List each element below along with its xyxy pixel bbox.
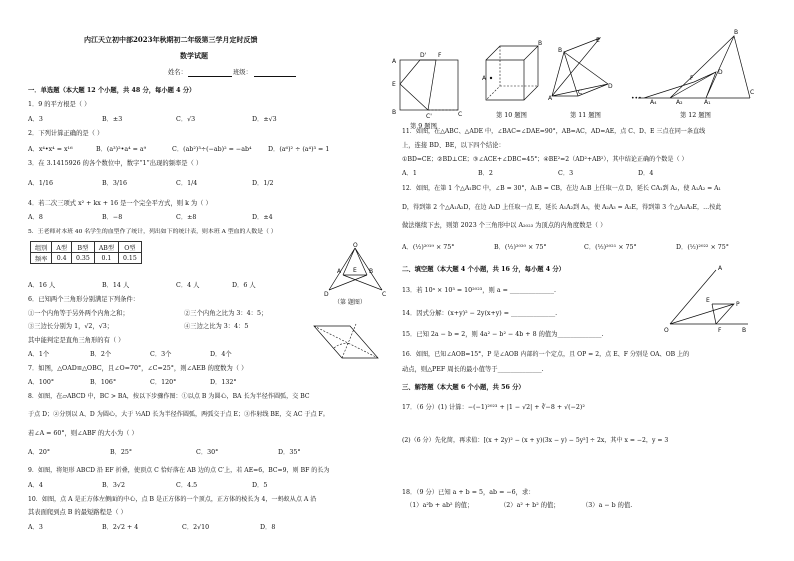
svg-text:C: C xyxy=(750,89,755,96)
q10-option-c[interactable]: C．2√10 xyxy=(182,524,210,531)
q9-stem: 9．如图，将矩形 ABCD 沿 EF 折叠，使顶点 C 恰好落在 AB 边的点 C′上，若 AE=6，BC=9，则 BF 的长为 xyxy=(28,467,330,474)
q11-option-a[interactable]: A．1 xyxy=(402,170,417,177)
q6-option-c[interactable]: C．3个 xyxy=(150,351,172,358)
q4-option-a[interactable]: A．8 xyxy=(28,214,43,221)
table-cell: O型 xyxy=(119,242,142,253)
svg-text:C': C' xyxy=(426,113,432,120)
q9-option-b[interactable]: B．3√2 xyxy=(102,482,125,489)
table-cell: 0.35 xyxy=(72,253,95,264)
q3-stem: 3．在 3.1415926 的各个数位中，数字“1”出现的频率是（ ） xyxy=(28,160,203,167)
q5-option-c[interactable]: C．4 人 xyxy=(176,282,200,289)
svg-text:B: B xyxy=(538,40,543,47)
svg-text:D: D xyxy=(324,291,329,298)
q12-line-3: 做法继续下去，则第 2023 个三角形中以 A₂₀₂₃ 为顶点的内角度数是（ ） xyxy=(402,222,607,229)
table-cell: 0.15 xyxy=(119,253,142,264)
name-label: 姓名： xyxy=(168,69,187,76)
q11-option-b[interactable]: B．2 xyxy=(478,170,493,177)
q9-figure xyxy=(390,50,468,122)
q8-option-a[interactable]: A．20° xyxy=(28,449,51,456)
svg-text:O: O xyxy=(353,242,358,249)
q8-option-b[interactable]: B．25° xyxy=(110,449,133,456)
q14-stem[interactable]: 14．因式分解：(x+y)² − 2y(x+y) = ______________. xyxy=(402,310,558,317)
svg-text:C: C xyxy=(382,291,387,298)
q2-option-a[interactable]: A．x⁴•x⁴ = x¹⁶ xyxy=(28,146,73,153)
q8-line-3: 若∠A = 60°，则∠ABF 的大小为（ ） xyxy=(28,430,138,437)
q17-part-2: (2)（6 分）先化简，再求值：[(x + 2y)² − (x + y)(3x − y) − 5y²] ÷ 2x，其中 x = −2，y = 3 xyxy=(402,437,669,444)
q1-option-c[interactable]: C．√3 xyxy=(176,116,196,123)
q6-condition-4: ④三边之比为 3：4：5 xyxy=(184,323,249,330)
q6-question: 其中能判定是直角三角形的有（ ） xyxy=(28,337,125,344)
svg-text:F: F xyxy=(718,327,722,334)
svg-text:A: A xyxy=(548,95,553,102)
q12-option-c[interactable]: C．(½)²⁰²¹ × 75° xyxy=(584,244,637,251)
q11-line-2: 上，连接 BD、BE，以下四个结论： xyxy=(402,142,505,149)
q9-option-d[interactable]: D．5 xyxy=(252,482,268,489)
fig10-caption: 第 10 题图 xyxy=(496,112,527,119)
q15-stem[interactable]: 15．已知 2a − b = 2，则 4a² − b² − 4b + 8 的值为______________. xyxy=(402,331,604,338)
q8-line-1: 8．如图，在▱ABCD 中，BC > BA，按以下步骤作图：①以点 B 为圆心，BA 长为半径作圆弧，交 BC xyxy=(28,393,310,400)
q8-option-c[interactable]: C．30° xyxy=(196,449,219,456)
table-cell: 0.1 xyxy=(94,253,118,264)
svg-text:C: C xyxy=(458,111,463,118)
svg-text:D: D xyxy=(608,83,613,90)
table-row xyxy=(31,253,142,264)
q7-figure xyxy=(322,242,392,307)
svg-text:P: P xyxy=(736,301,740,308)
q2-option-c[interactable]: C．(ab²)³÷(−ab)² = −ab⁴ xyxy=(172,146,252,153)
q1-option-a[interactable]: A．3 xyxy=(28,116,43,123)
q10-line-1: 10．如图，点 A 是正方体左侧面的中心，点 B 是正方体的一个顶点，正方体的棱长为 4，一蚂蚁从点 A 沿 xyxy=(28,496,317,503)
q6-stem: 6．已知两个三角形分别满足下列条件： xyxy=(28,296,140,303)
q12-line-2: D，得到第 2 个△A₁A₂D，在边 A₂D 上任取一点 E，延长 A₁A₂到 A₃，使 A₂A₃ = A₂E，得到第 3 个△A₂A₃E，…按此 xyxy=(402,204,722,211)
table-cell: 组别 xyxy=(31,242,52,253)
exam-title: 内江天立初中部2023年秋期初二年级第三学月定时反馈 xyxy=(84,35,258,44)
section-2-heading: 二、填空题（本大题 4 个小题，共 16 分，每小题 4 分） xyxy=(402,266,565,273)
svg-text:A₂: A₂ xyxy=(676,99,683,106)
q18-stem: 18．（9 分）已知 a + b = 5，ab = −6，求： xyxy=(402,489,535,496)
q4-option-d[interactable]: D．±4 xyxy=(252,214,273,221)
q10-line-2: 其表面爬到点 B 的最短路程是（ ） xyxy=(28,509,127,516)
q18-part-3: （3）a − b 的值. xyxy=(582,502,633,509)
q11-line-3: ①BD=CE；②BD⊥CE；③∠ACE+∠DBC=45°；④BE²=2（AD²+AB²），其中结论正确的个数是（ ） xyxy=(402,156,688,163)
q9-option-a[interactable]: A．4 xyxy=(28,482,43,489)
svg-text:O: O xyxy=(664,327,669,334)
q11-figure xyxy=(548,36,614,100)
q3-option-b[interactable]: B．3/16 xyxy=(102,180,128,187)
q17-part-1: 17．（6 分）(1) 计算：−(−1)²⁰²³ + |1 − √2| + ∛−8 + √(−2)² xyxy=(402,404,585,411)
svg-text:•••: ••• xyxy=(631,95,642,102)
svg-text:F: F xyxy=(690,75,694,82)
svg-text:A₄: A₄ xyxy=(650,99,657,106)
svg-text:A: A xyxy=(392,58,397,65)
q10-figure xyxy=(482,42,544,104)
q2-option-d[interactable]: D．(a⁶)² ÷ (a⁴)³ = 1 xyxy=(268,146,330,153)
table-cell: AB型 xyxy=(94,242,118,253)
q9-option-c[interactable]: C．4.5 xyxy=(176,482,198,489)
table-row xyxy=(31,242,142,253)
q13-stem[interactable]: 13．若 10ᵃ × 10³ = 10²⁰²³，则 a = ______________. xyxy=(402,287,556,294)
q6-option-a[interactable]: A．1个 xyxy=(28,351,50,358)
q3-option-d[interactable]: D．1/2 xyxy=(252,180,274,187)
svg-text:B: B xyxy=(369,268,374,275)
svg-text:E: E xyxy=(596,37,600,44)
q18-part-1: （1）a²b + ab² 的值； xyxy=(406,502,474,509)
svg-text:A: A xyxy=(337,268,342,275)
q4-option-b[interactable]: B．−8 xyxy=(102,214,123,221)
q12-figure xyxy=(630,29,756,106)
q16-line-2[interactable]: 动点，则△PEF 周长的最小值等于______________. xyxy=(402,366,544,373)
q11-line-1: 11．如图，在△ABC、△ADE 中，∠BAC=∠DAE=90°，AB=AC，AD=AE，点 C、D、E 三点在同一条直线 xyxy=(402,128,706,135)
q10-option-b[interactable]: B．2√2 + 4 xyxy=(102,524,139,531)
q5-stem: 5．王老师对本班 40 名学生的血型作了统计，列出如下的统计表，则本班 A 型血的人数是（ ） xyxy=(28,229,277,235)
section-3-heading: 三、解答题（本大题 6 个小题，共 56 分） xyxy=(402,384,525,391)
q12-option-b[interactable]: B．(½)²⁰²⁰ × 75° xyxy=(494,244,547,251)
fig11-caption: 第 11 题图 xyxy=(570,112,601,119)
svg-text:F: F xyxy=(438,52,442,59)
q4-option-c[interactable]: C．±8 xyxy=(176,214,197,221)
q6-option-d[interactable]: D．4个 xyxy=(210,351,232,358)
q6-condition-3: ③三边长分别为 1，√2，√3； xyxy=(28,323,114,330)
svg-text:B: B xyxy=(742,327,747,334)
svg-text:C: C xyxy=(578,89,583,96)
q1-option-d[interactable]: D．±√3 xyxy=(252,116,277,123)
svg-text:B: B xyxy=(734,29,739,36)
q2-stem: 2．下列计算正确的是（ ） xyxy=(28,130,104,137)
svg-text:A: A xyxy=(482,75,487,82)
table-cell: A型 xyxy=(52,242,72,253)
q3-option-c[interactable]: C．1/4 xyxy=(176,180,198,187)
q8-figure xyxy=(306,318,382,372)
svg-text:B: B xyxy=(392,109,397,116)
fig12-caption: 第 12 题图 xyxy=(680,112,711,119)
q8-line-2: 于点 D；②分别以 A、D 为圆心，大于 ½AD 长为半径作圆弧，两弧交于点 E；③作射线 BE，交 AC 于点 F。 xyxy=(28,411,329,418)
q7-option-c[interactable]: C．120° xyxy=(150,379,177,386)
q11-option-c[interactable]: C．3 xyxy=(558,170,574,177)
q10-option-a[interactable]: A．3 xyxy=(28,524,43,531)
table-cell: B型 xyxy=(72,242,95,253)
section-1-heading: 一．单选题（本大题 12 个小题，共 48 分，每小题 4 分） xyxy=(28,87,196,94)
q4-stem: 4．若二次三项式 x² + kx + 16 是一个完全平方式，则 k 为（ ） xyxy=(28,200,212,207)
q1-option-b[interactable]: B．±3 xyxy=(102,116,123,123)
q5-option-d[interactable]: D．6 人 xyxy=(232,282,256,289)
q7-option-b[interactable]: B．106° xyxy=(90,379,117,386)
q5-option-a[interactable]: A．16 人 xyxy=(28,282,56,289)
table-cell: 频率 xyxy=(31,253,52,264)
svg-text:A: A xyxy=(718,265,723,272)
q8-option-d[interactable]: D．35° xyxy=(278,449,301,456)
table-cell: 0.4 xyxy=(52,253,72,264)
q10-option-d[interactable]: D．8 xyxy=(260,524,276,531)
q6-condition-2: ②三个内角之比为 3：4：5； xyxy=(184,310,268,317)
q12-line-1: 12．如图，在第 1 个△A₁BC 中，∠B = 30°，A₁B = CB，在边 A₁B 上任取一点 D，延长 CA₁到 A₂，使 A₁A₂ = A₁ xyxy=(402,185,721,192)
svg-text:A₁: A₁ xyxy=(704,99,711,106)
svg-text:D': D' xyxy=(420,52,427,59)
svg-text:E: E xyxy=(706,297,710,304)
q5-option-b[interactable]: B．14 人 xyxy=(102,282,130,289)
class-blank[interactable] xyxy=(254,76,296,77)
blood-type-table xyxy=(30,241,142,264)
class-label: 班级： xyxy=(233,69,252,76)
q12-option-d[interactable]: D．(½)²⁰²² × 75° xyxy=(676,244,729,251)
q7-figure-caption: （第 题图） xyxy=(334,299,366,306)
svg-text:E: E xyxy=(392,81,396,88)
svg-text:B: B xyxy=(558,47,563,54)
name-blank[interactable] xyxy=(188,76,232,77)
q1-stem: 1．9 的平方根是（ ） xyxy=(28,101,91,108)
q16-figure xyxy=(664,264,750,332)
fig9-caption: 第 9 题图 xyxy=(410,123,437,130)
q6-condition-1: ①一个内角等于另外两个内角之和； xyxy=(28,310,129,317)
q7-option-a[interactable]: A．100° xyxy=(28,379,55,386)
q3-option-a[interactable]: A．1/16 xyxy=(28,180,53,187)
q18-part-2: （2）a² + b² 的值； xyxy=(500,502,560,509)
q16-line-1: 16．如图，已知∠AOB=15°，P 是∠AOB 内部的一个定点，且 OP = 2，点 E、F 分别是 OA、OB 上的 xyxy=(402,351,690,358)
svg-text:D: D xyxy=(718,69,723,76)
exam-subtitle: 数学试题 xyxy=(180,51,208,60)
q6-option-b[interactable]: B．2个 xyxy=(90,351,112,358)
q2-option-b[interactable]: B．(a³)²•a⁴ = a⁹ xyxy=(96,146,147,153)
svg-text:E: E xyxy=(353,267,357,274)
q7-stem: 7．如图，△OAD≌△OBC，且∠O=70°，∠C=25°，则∠AEB 的度数为（ ） xyxy=(28,365,248,372)
q11-option-d[interactable]: D．4 xyxy=(638,170,654,177)
q12-option-a[interactable]: A．(½)²⁰¹⁹ × 75° xyxy=(402,244,455,251)
q7-option-d[interactable]: D．132° xyxy=(210,379,237,386)
